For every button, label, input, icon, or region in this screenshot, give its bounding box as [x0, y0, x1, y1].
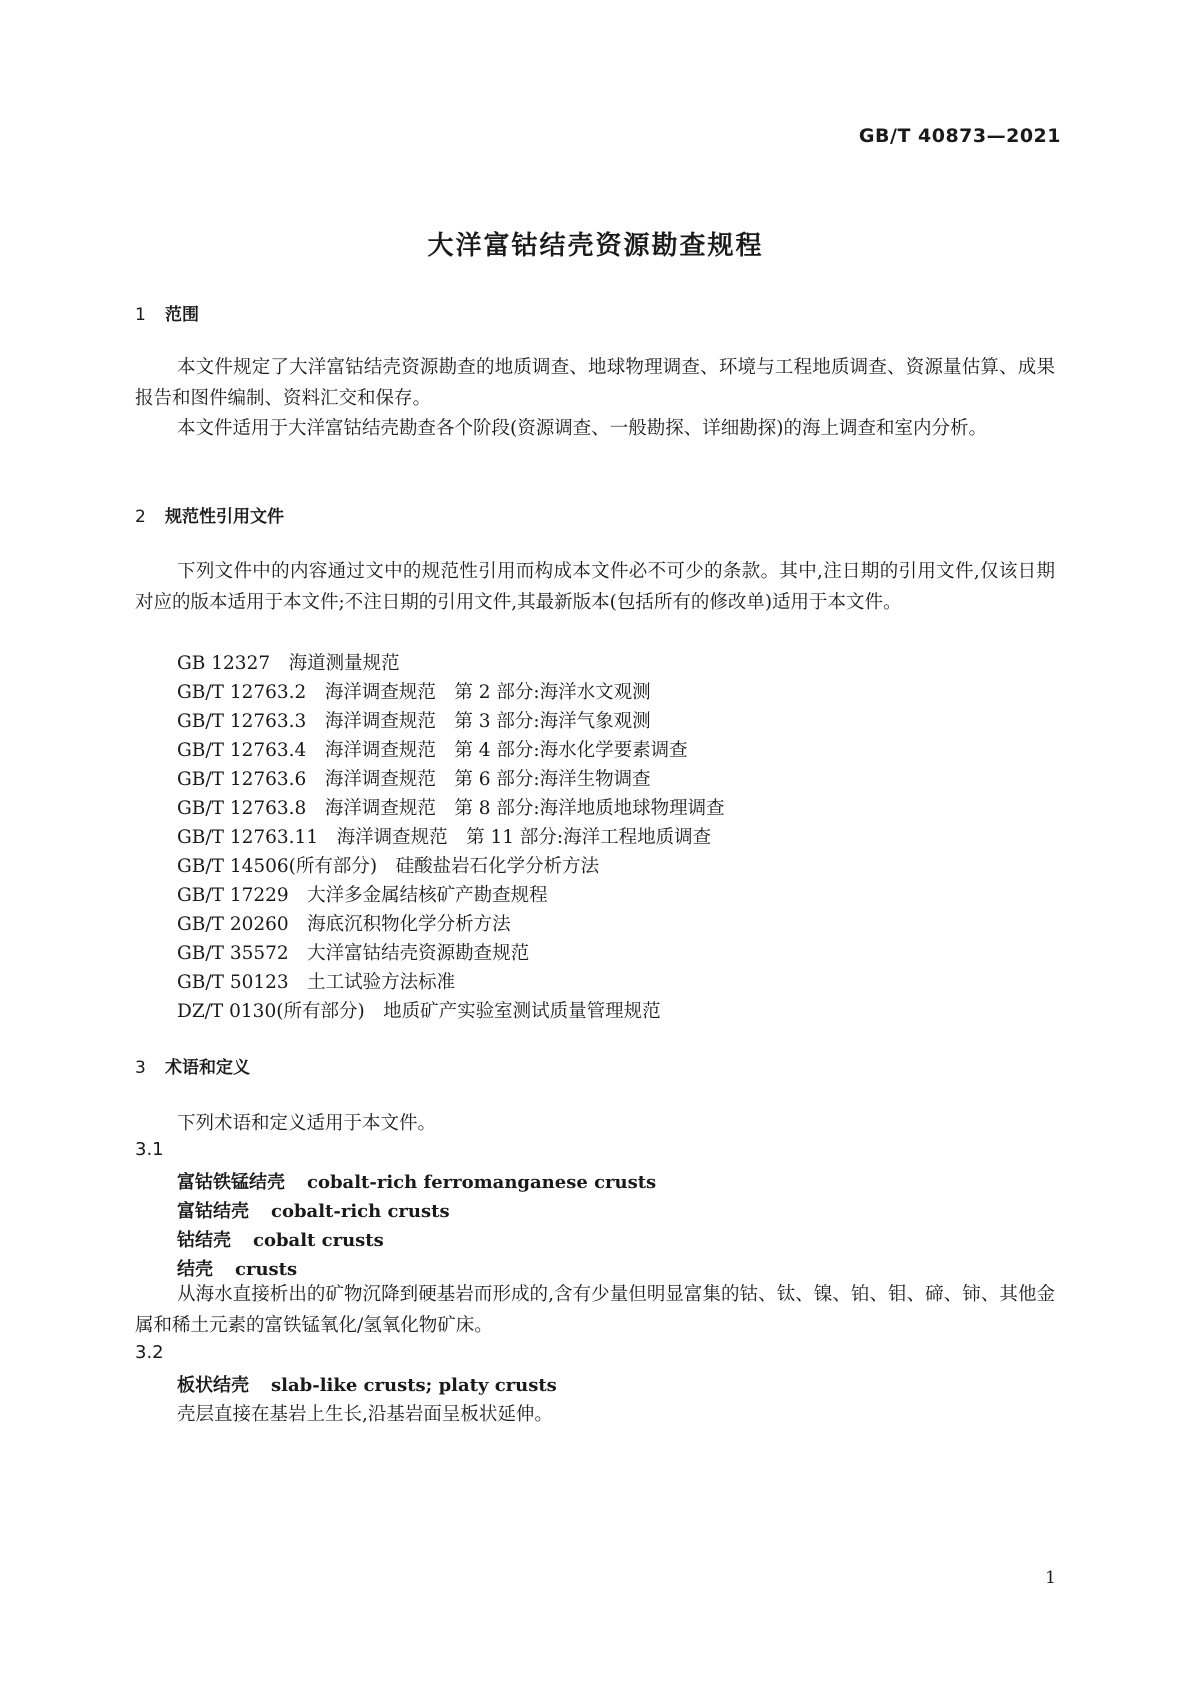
- term-en: cobalt-rich crusts: [271, 1201, 450, 1222]
- term-zh: 结壳: [177, 1259, 213, 1280]
- page-number: 1: [1045, 1568, 1056, 1588]
- section-number: 2: [135, 507, 146, 527]
- term-number: 3.1: [135, 1139, 164, 1160]
- paragraph: 本文件规定了大洋富钴结壳资源勘查的地质调查、地球物理调查、环境与工程地质调查、资源量估算、成果报告和图件编制、资料汇交和保存。: [135, 357, 1055, 409]
- term-number: 3.2: [135, 1342, 164, 1363]
- section-1-heading: [135, 300, 199, 325]
- term-name: [177, 1168, 656, 1194]
- reference-item: DZ/T 0130(所有部分) 地质矿产实验室测试质量管理规范: [177, 1001, 661, 1022]
- term-zh: 富钴铁锰结壳: [177, 1172, 285, 1193]
- paragraph: 下列文件中的内容通过文中的规范性引用而构成本文件必不可少的条款。其中,注日期的引用文件,仅该日期对应的版本适用于本文件;不注日期的引用文件,其最新版本(包括所有的修改单)适用于本文件。: [135, 561, 1055, 613]
- document-title: 大洋富钴结壳资源勘查规程: [427, 231, 764, 261]
- section-number: 3: [135, 1058, 146, 1078]
- term-zh: 板状结壳: [177, 1375, 249, 1396]
- term-name: [177, 1197, 450, 1223]
- reference-item: GB/T 35572 大洋富钴结壳资源勘查规范: [177, 943, 530, 964]
- reference-item: GB 12327 海道测量规范: [177, 653, 400, 674]
- section-number: 1: [135, 305, 146, 325]
- term-definition: 壳层直接在基岩上生长,沿基岩面呈板状延伸。: [177, 1404, 553, 1425]
- term-zh: 钴结壳: [177, 1230, 231, 1251]
- section-title: 规范性引用文件: [165, 507, 284, 527]
- reference-item: GB/T 12763.4 海洋调查规范 第 4 部分:海水化学要素调查: [177, 740, 688, 761]
- reference-item: GB/T 12763.11 海洋调查规范 第 11 部分:海洋工程地质调查: [177, 827, 712, 848]
- term-en: cobalt crusts: [253, 1230, 384, 1251]
- reference-item: GB/T 17229 大洋多金属结核矿产勘查规程: [177, 885, 548, 906]
- term-name: [177, 1226, 384, 1252]
- term-name: [177, 1371, 557, 1397]
- term-definition: 从海水直接析出的矿物沉降到硬基岩而形成的,含有少量但明显富集的钴、钛、镍、铂、钼、碲、铈、其他金属和稀土元素的富铁锰氧化/氢氧化物矿床。: [135, 1284, 1055, 1336]
- term-zh: 富钴结壳: [177, 1201, 249, 1222]
- reference-item: GB/T 14506(所有部分) 硅酸盐岩石化学分析方法: [177, 856, 600, 877]
- paragraph: 本文件适用于大洋富钴结壳勘查各个阶段(资源调查、一般勘探、详细勘探)的海上调查和室内分析。: [177, 418, 987, 439]
- section-3-heading: [135, 1053, 250, 1078]
- reference-item: GB/T 12763.3 海洋调查规范 第 3 部分:海洋气象观测: [177, 711, 651, 732]
- section-title: 范围: [165, 305, 199, 325]
- section-2-heading: [135, 502, 284, 527]
- term-en: crusts: [235, 1259, 298, 1280]
- standard-code: GB/T 40873—2021: [858, 125, 1061, 147]
- term-en: cobalt-rich ferromanganese crusts: [307, 1172, 657, 1193]
- reference-item: GB/T 12763.2 海洋调查规范 第 2 部分:海洋水文观测: [177, 682, 651, 703]
- term-en: slab-like crusts; platy crusts: [271, 1375, 557, 1396]
- reference-item: GB/T 20260 海底沉积物化学分析方法: [177, 914, 511, 935]
- reference-item: GB/T 12763.8 海洋调查规范 第 8 部分:海洋地质地球物理调查: [177, 798, 725, 819]
- section-intro: 下列术语和定义适用于本文件。: [177, 1113, 437, 1134]
- section-title: 术语和定义: [165, 1058, 250, 1078]
- reference-item: GB/T 12763.6 海洋调查规范 第 6 部分:海洋生物调查: [177, 769, 651, 790]
- term-name: [177, 1255, 297, 1281]
- reference-item: GB/T 50123 土工试验方法标准: [177, 972, 456, 993]
